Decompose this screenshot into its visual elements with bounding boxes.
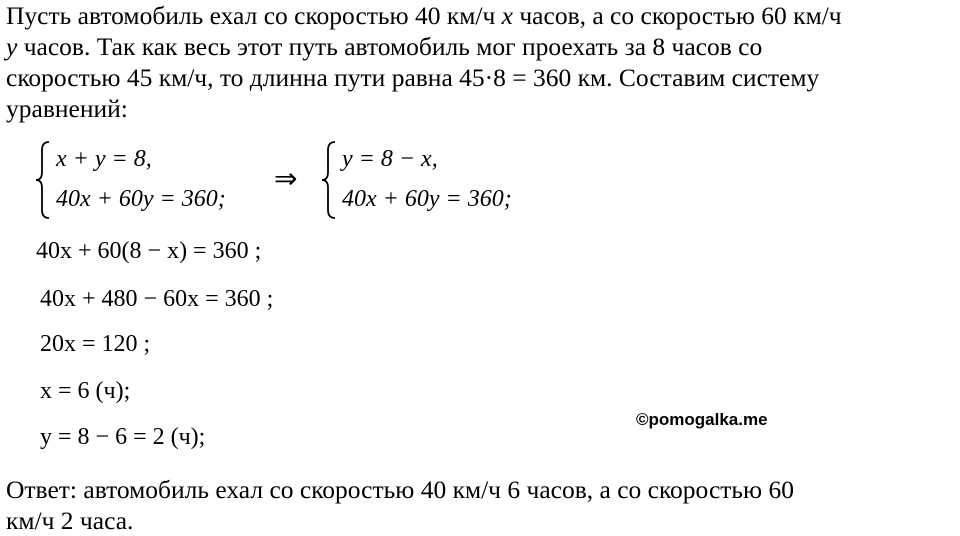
system1-equation-2: 40x + 60y = 360; [56,186,226,212]
system2-equation-2: 40x + 60y = 360; [342,186,512,212]
statement-line-1 [6,0,956,31]
left-brace-icon [34,140,52,220]
variable-y: y [6,32,18,61]
implies-arrow-icon: ⇒ [274,162,298,195]
statement-text: часов. Так как весь этот путь автомобиль мог проехать за 8 часов со [17,32,763,61]
variable-x: x [501,1,513,30]
left-brace-icon [320,140,338,220]
statement-line-2 [6,31,956,62]
solution-step-2: 40x + 480 − 60x = 360 ; [40,286,274,312]
answer-paragraph [6,474,956,536]
answer-line-2: км/ч 2 часа. [6,506,134,535]
equation-system-2 [320,140,560,220]
statement-text: Пусть автомобиль ехал со скоростью 40 км/ч [6,1,502,30]
system2-equation-1: y = 8 − x, [342,146,438,172]
solution-step-5: y = 8 − 6 = 2 (ч); [40,424,206,450]
solution-step-4: x = 6 (ч); [40,378,131,404]
answer-line-1: Ответ: автомобиль ехал со скоростью 40 км/ч 6 часов, а со скоростью 60 [6,475,794,504]
statement-text: часов, а со скоростью 60 км/ч [512,1,842,30]
watermark: ©pomogalka.me [636,410,768,429]
solution-step-1: 40x + 60(8 − x) = 360 ; [36,238,262,264]
statement-line-3: скоростью 45 км/ч, то длинна пути равна 45·8 = 360 км. Составим систему [6,63,820,92]
system1-equation-1: x + y = 8, [56,146,152,172]
statement-line-4: уравнений: [6,94,128,123]
problem-statement [6,0,956,124]
solution-step-3: 20x = 120 ; [40,331,151,357]
equation-system-1 [34,140,274,220]
